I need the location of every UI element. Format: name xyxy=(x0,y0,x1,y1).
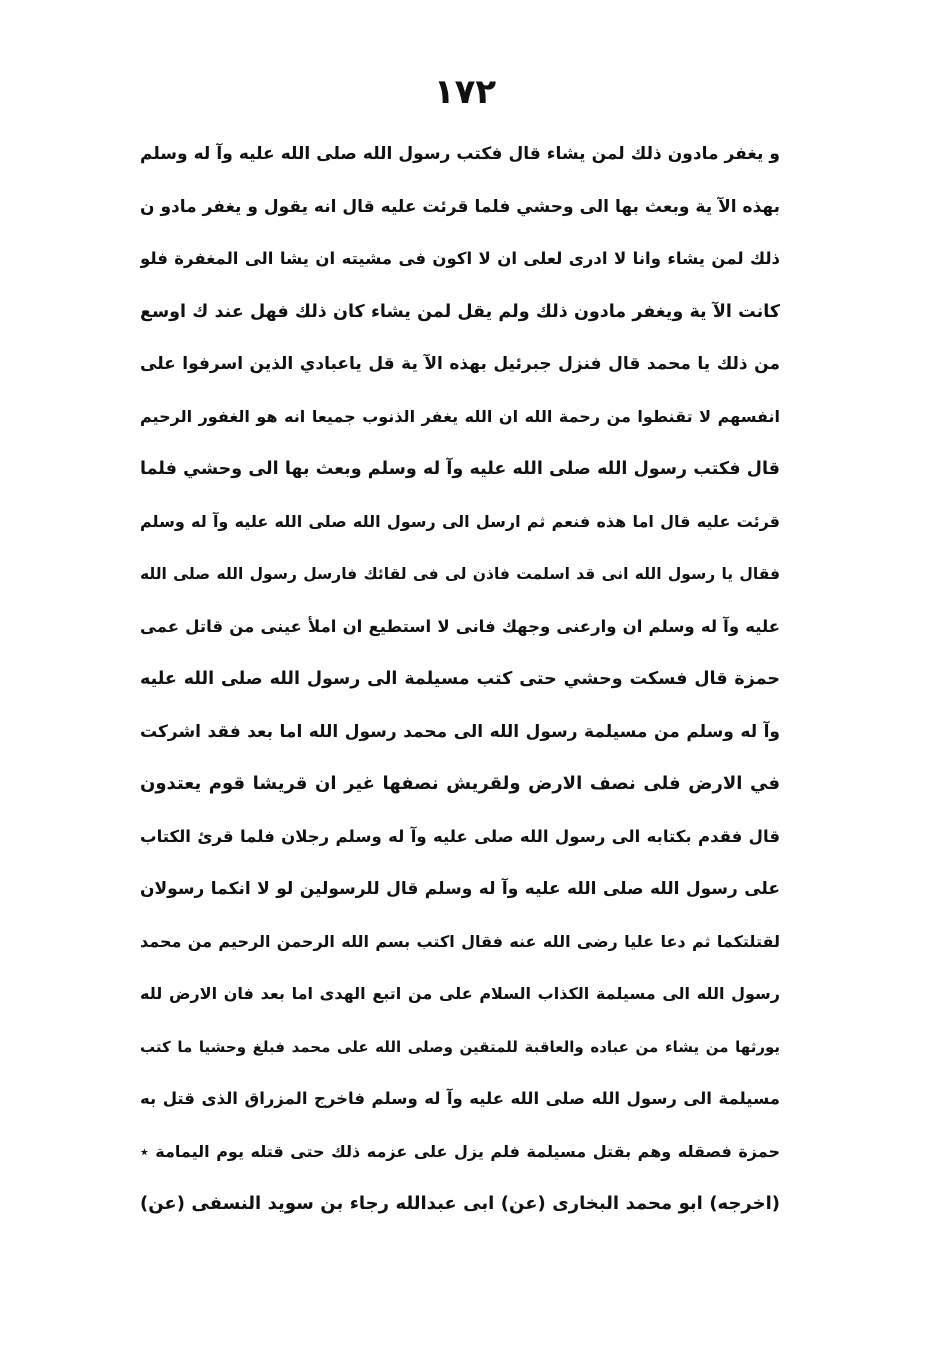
text-line: قرئت عليه قال اما هذه فنعم ثم ارسل الى رسول الله صلى الله عليه وآ له وسلم xyxy=(140,511,780,531)
text-line: حمزة فصقله وهم بقتل مسيلمة فلم يزل على عزمه ذلك حتى قتله يوم اليمامة ٭ xyxy=(140,1141,780,1161)
text-line: لقتلتكما ثم دعا عليا رضى الله عنه فقال اكتب بسم الله الرحمن الرحيم من محمد xyxy=(140,931,780,951)
text-line: انفسهم لا تقنطوا من رحمة الله ان الله يغفر الذنوب جميعا انه هو الغفور الرحيم xyxy=(140,406,780,426)
page-number: ١٧٢ xyxy=(433,72,497,112)
text-line: فقال يا رسول الله انى قد اسلمت فاذن لى فى لقائك فارسل رسول الله صلى الله xyxy=(140,565,780,583)
text-line: ذلك لمن يشاء وانا لا ادرى لعلى ان لا اكون فى مشيته ان يشا الى المغفرة فلو xyxy=(140,249,780,268)
text-line: مسيلمة الى رسول الله صلى الله عليه وآ له وسلم فاخرج المزراق الذى قتل به xyxy=(140,1089,780,1108)
text-line: قال فقدم بكتابه الى رسول الله صلى عليه وآ له وسلم رجلان فلما قرئ الكتاب xyxy=(140,826,780,846)
text-line: في الارض فلى نصف الارض ولقريش نصفها غير ان قريشا قوم يعتدون xyxy=(140,773,780,794)
text-line: عليه وآ له وسلم ان وارعنى وجهك فانى لا استطيع ان املأ عينى من قاتل عمى xyxy=(140,616,780,636)
text-line: بهذه الآ ية وبعث بها الى وحشي فلما قرئت عليه قال انه يقول و يغفر مادو ن xyxy=(140,196,780,217)
text-line: و يغفر مادون ذلك لمن يشاء قال فكتب رسول الله صلى الله عليه وآ له وسلم xyxy=(140,144,780,164)
text-line: كانت الآ ية ويغفر مادون ذلك ولم يقل لمن يشاء كان ذلك فهل عند ك اوسع xyxy=(140,301,780,322)
body-text xyxy=(140,128,780,1231)
text-line: (اخرجه) ابو محمد البخارى (عن) ابى عبدالله رجاء بن سويد النسفى (عن) xyxy=(140,1193,780,1214)
text-line: حمزة قال فسكت وحشي حتى كتب مسيلمة الى رسول الله صلى الله عليه xyxy=(140,669,780,689)
text-line: على رسول الله صلى الله عليه وآ له وسلم قال للرسولين لو لا انكما رسولان xyxy=(140,879,780,899)
text-line: يورثها من يشاء من عباده والعاقبة للمتقين وصلى الله على محمد فبلغ وحشيا ما كتب xyxy=(140,1037,780,1056)
text-line: وآ له وسلم من مسيلمة رسول الله الى محمد رسول الله اما بعد فقد اشركت xyxy=(140,721,780,742)
text-line: رسول الله الى مسيلمة الكذاب السلام على من اتبع الهدى اما بعد فان الارض لله xyxy=(140,984,780,1003)
text-line: قال فكتب رسول الله صلى الله عليه وآ له وسلم وبعث بها الى وحشي فلما xyxy=(140,459,780,479)
text-line: من ذلك يا محمد قال فنزل جبرئيل بهذه الآ ية قل ياعبادي الذين اسرفوا على xyxy=(140,354,780,374)
